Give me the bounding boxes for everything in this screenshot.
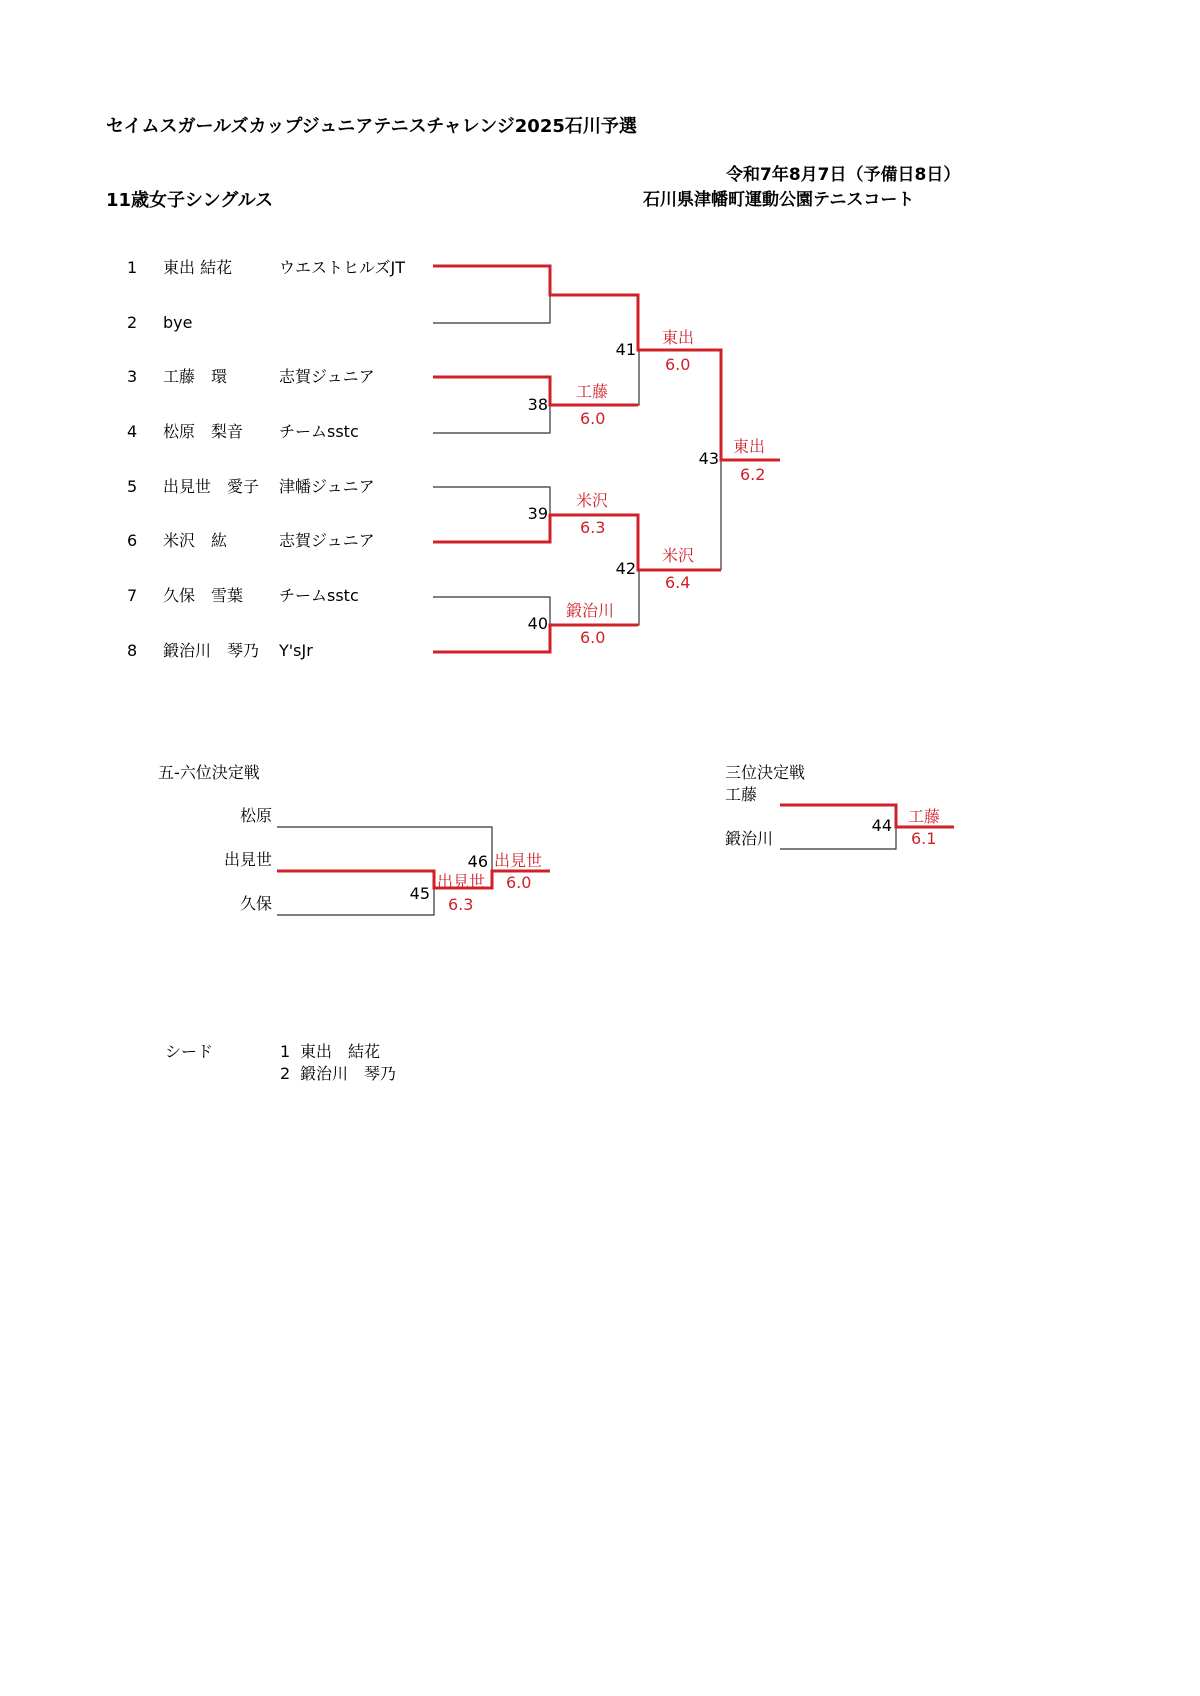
match-winner: 工藤 [908,807,941,826]
line-m38-up [638,350,639,405]
match-winner: 出見世 [437,872,486,891]
playoff-player: 松原 [239,806,272,825]
player-name: 久保 雪葉 [163,586,244,605]
match-winner: 鍛治川 [566,601,615,620]
player-name: bye [163,313,193,332]
match-number: 44 [871,816,892,835]
match-score: 6.1 [911,829,937,848]
player-number: 5 [127,477,138,496]
match-number: 40 [527,614,548,633]
seed-number: 2 [280,1064,291,1083]
player-number: 7 [127,586,138,605]
match-number: 42 [615,559,636,578]
playoff-title: 五-六位決定戦 [158,763,260,782]
player-number: 4 [127,422,138,441]
playoff-player: 工藤 [725,785,758,804]
match-number: 43 [698,449,719,468]
match-score: 6.0 [580,409,606,428]
match-number: 45 [409,884,430,903]
seed-label: シード [165,1042,214,1061]
player-name: 東出 結花 [163,258,233,277]
match-score: 6.3 [580,518,606,537]
playoff-title: 三位決定戦 [725,763,806,782]
match-winner: 工藤 [576,382,609,401]
player-number: 2 [127,313,138,332]
match-winner: 東出 [733,437,766,456]
match-number: 38 [527,395,548,414]
line-p2 [433,295,550,323]
match-score: 6.0 [665,355,691,374]
player-number: 8 [127,641,138,660]
match-number: 46 [467,852,488,871]
player-number: 1 [127,258,138,277]
playoff-player: 出見世 [223,850,272,869]
player-club: Y'sJr [279,641,313,660]
seed-name: 鍛治川 琴乃 [300,1064,397,1083]
line-m40-up [638,570,639,625]
player-club: 津幡ジュニア [279,477,375,496]
seed-name: 東出 結花 [300,1042,381,1061]
player-name: 出見世 愛子 [163,477,260,496]
match-winner: 米沢 [576,491,609,510]
player-club: ウエストヒルズJT [279,258,406,277]
match-score: 6.4 [665,573,691,592]
match-score: 6.2 [740,465,766,484]
match-number: 41 [615,340,636,359]
match-winner: 出見世 [494,851,543,870]
match-score: 6.3 [448,895,474,914]
tournament-title: セイムスガールズカップジュニアテニスチャレンジ2025石川予選 [106,116,637,137]
player-name: 米沢 紘 [163,531,228,550]
player-club: 志賀ジュニア [279,367,375,386]
player-number: 6 [127,531,138,550]
player-club: 志賀ジュニア [279,531,375,550]
playoff-player: 鍛治川 [725,829,774,848]
match-number: 39 [527,504,548,523]
player-club: チームsstc [279,586,359,605]
player-number: 3 [127,367,138,386]
line-higashide-path [433,266,780,460]
player-club: チームsstc [279,422,359,441]
player-name: 鍛治川 琴乃 [163,641,260,660]
match-score: 6.0 [506,873,532,892]
player-name: 松原 梨音 [163,422,244,441]
match-score: 6.0 [580,628,606,647]
match-winner: 米沢 [662,546,695,565]
event-name: 11歳女子シングルス [106,190,274,211]
player-name: 工藤 環 [163,367,228,386]
seed-number: 1 [280,1042,291,1061]
match-winner: 東出 [662,328,695,347]
venue: 石川県津幡町運動公園テニスコート [643,190,915,210]
tournament-date: 令和7年8月7日（予備日8日） [726,165,961,185]
playoff-player: 久保 [239,894,272,913]
